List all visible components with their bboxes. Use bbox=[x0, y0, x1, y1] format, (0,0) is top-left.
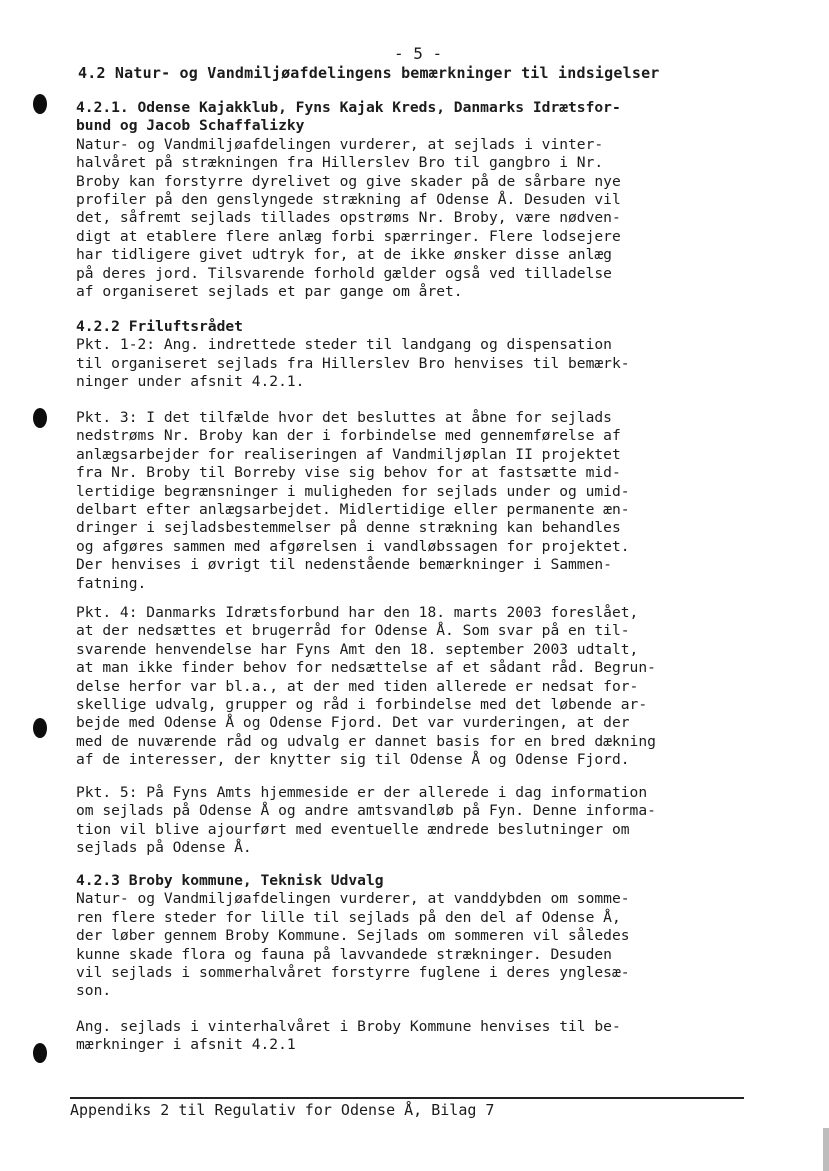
text-line: til organiseret sejlads fra Hillerslev Bro henvises til bemærk- bbox=[76, 354, 630, 372]
text-line: nedstrøms Nr. Broby kan der i forbindelse med gennemførelse af bbox=[76, 427, 621, 445]
text-line: og afgøres sammen med afgørelsen i vandløbssagen for projektet. bbox=[76, 537, 630, 555]
text-line: lertidige begrænsninger i muligheden for sejlads under og umid- bbox=[76, 482, 630, 500]
text-line: kunne skade flora og fauna på lavvandede strækninger. Desuden bbox=[76, 945, 612, 963]
page-footer: Appendiks 2 til Regulativ for Odense Å, Bilag 7 bbox=[70, 1101, 495, 1119]
punch-hole bbox=[33, 1043, 47, 1063]
section-heading: 4.2.1. Odense Kajakklub, Fyns Kajak Kreds, Danmarks Idrætsfor- bbox=[76, 99, 621, 116]
text-line: på deres jord. Tilsvarende forhold gælder også ved tilladelse bbox=[76, 264, 612, 282]
text-line: der løber gennem Broby Kommune. Sejlads om sommeren vil således bbox=[76, 927, 630, 945]
text-line: Ang. sejlads i vinterhalvåret i Broby Kommune henvises til be- bbox=[76, 1018, 621, 1035]
section-heading: 4.2.2 Friluftsrådet bbox=[76, 318, 243, 335]
text-line: at der nedsættes et brugerråd for Odense Å. Som svar på en til- bbox=[76, 622, 630, 640]
text-line: om sejlads på Odense Å og andre amtsvandløb på Fyn. Denne informa- bbox=[76, 802, 656, 820]
text-line: halvåret på strækningen fra Hillerslev Bro til gangbro i Nr. bbox=[76, 154, 604, 172]
text-line: Natur- og Vandmiljøafdelingen vurderer, at sejlads i vinter- bbox=[76, 135, 604, 153]
text-line: digt at etablere flere anlæg forbi spærringer. Flere lodsejere bbox=[76, 227, 621, 245]
text-line: fatning. bbox=[76, 574, 147, 592]
text-line: delbart efter anlægsarbejdet. Midlertidige eller permanente æn- bbox=[76, 501, 630, 519]
text-line: af organiseret sejlads et par gange om året. bbox=[76, 283, 463, 301]
text-line: mærkninger i afsnit 4.2.1 bbox=[76, 1036, 296, 1054]
text-line: anlægsarbejder for realiseringen af Vandmiljøplan II projektet bbox=[76, 445, 621, 463]
text-line: tion vil blive ajourført med eventuelle ændrede beslutninger om bbox=[76, 820, 630, 838]
text-line: Broby kan forstyrre dyrelivet og give skader på de sårbare nye bbox=[76, 172, 621, 190]
text-line: fra Nr. Broby til Borreby vise sig behov for at fastsætte mid- bbox=[76, 464, 621, 482]
text-line: skellige udvalg, grupper og råd i forbindelse med det løbende ar- bbox=[76, 696, 648, 714]
paragraph-pkt-5 bbox=[76, 784, 756, 858]
text-line: har tidligere givet udtryk for, at de ikke ønsker disse anlæg bbox=[76, 246, 612, 264]
text-line: sejlads på Odense Å. bbox=[76, 839, 252, 857]
text-line: vil sejlads i sommerhalvåret forstyrre fuglene i deres ynglesæ- bbox=[76, 964, 630, 982]
text-line: af de interesser, der knytter sig til Odense Å og Odense Fjord. bbox=[76, 751, 630, 769]
punch-hole bbox=[33, 408, 47, 428]
punch-hole bbox=[33, 94, 47, 114]
text-line: at man ikke finder behov for nedsættelse af et sådant råd. Begrun- bbox=[76, 659, 656, 677]
paragraph-winter-sailing bbox=[76, 1018, 756, 1055]
page-title: 4.2 Natur- og Vandmiljøafdelingens bemærkninger til indsigelser bbox=[78, 64, 660, 82]
section-heading: bund og Jacob Schaffalizky bbox=[76, 117, 305, 135]
section-4-2-1 bbox=[76, 99, 756, 301]
text-line: bejde med Odense Å og Odense Fjord. Det var vurderingen, at der bbox=[76, 714, 630, 732]
text-line: delse herfor var bl.a., at der med tiden allerede er nedsat for- bbox=[76, 677, 639, 695]
text-line: svarende henvendelse har Fyns Amt den 18. september 2003 udtalt, bbox=[76, 640, 639, 658]
text-line: Pkt. 3: I det tilfælde hvor det besluttes at åbne for sejlads bbox=[76, 409, 612, 426]
section-4-2-2 bbox=[76, 318, 756, 392]
footer-divider bbox=[70, 1097, 744, 1099]
punch-hole bbox=[33, 718, 47, 738]
text-line: Natur- og Vandmiljøafdelingen vurderer, at vanddybden om somme- bbox=[76, 890, 630, 908]
section-4-2-3 bbox=[76, 872, 756, 1001]
text-line: det, såfremt sejlads tillades opstrøms Nr. Broby, være nødven- bbox=[76, 209, 621, 227]
text-line: ninger under afsnit 4.2.1. bbox=[76, 373, 305, 391]
text-line: Pkt. 5: På Fyns Amts hjemmeside er der allerede i dag information bbox=[76, 784, 648, 801]
paragraph-pkt-3 bbox=[76, 409, 756, 593]
text-line: med de nuværende råd og udvalg er dannet basis for en bred dækning bbox=[76, 732, 656, 750]
section-heading: 4.2.3 Broby kommune, Teknisk Udvalg bbox=[76, 872, 384, 889]
text-line: profiler på den genslyngede strækning af Odense Å. Desuden vil bbox=[76, 191, 621, 209]
scan-edge-shadow bbox=[823, 1128, 829, 1171]
paragraph-pkt-4 bbox=[76, 604, 756, 770]
text-line: ren flere steder for lille til sejlads på den del af Odense Å, bbox=[76, 908, 621, 926]
page-number: - 5 - bbox=[394, 44, 443, 63]
text-line: Pkt. 1-2: Ang. indrettede steder til landgang og dispensation bbox=[76, 336, 612, 354]
text-line: Der henvises i øvrigt til nedenstående bemærkninger i Sammen- bbox=[76, 556, 612, 574]
text-line: Pkt. 4: Danmarks Idrætsforbund har den 18. marts 2003 foreslået, bbox=[76, 604, 639, 621]
text-line: dringer i sejladsbestemmelser på denne strækning kan behandles bbox=[76, 519, 621, 537]
text-line: son. bbox=[76, 982, 112, 1000]
